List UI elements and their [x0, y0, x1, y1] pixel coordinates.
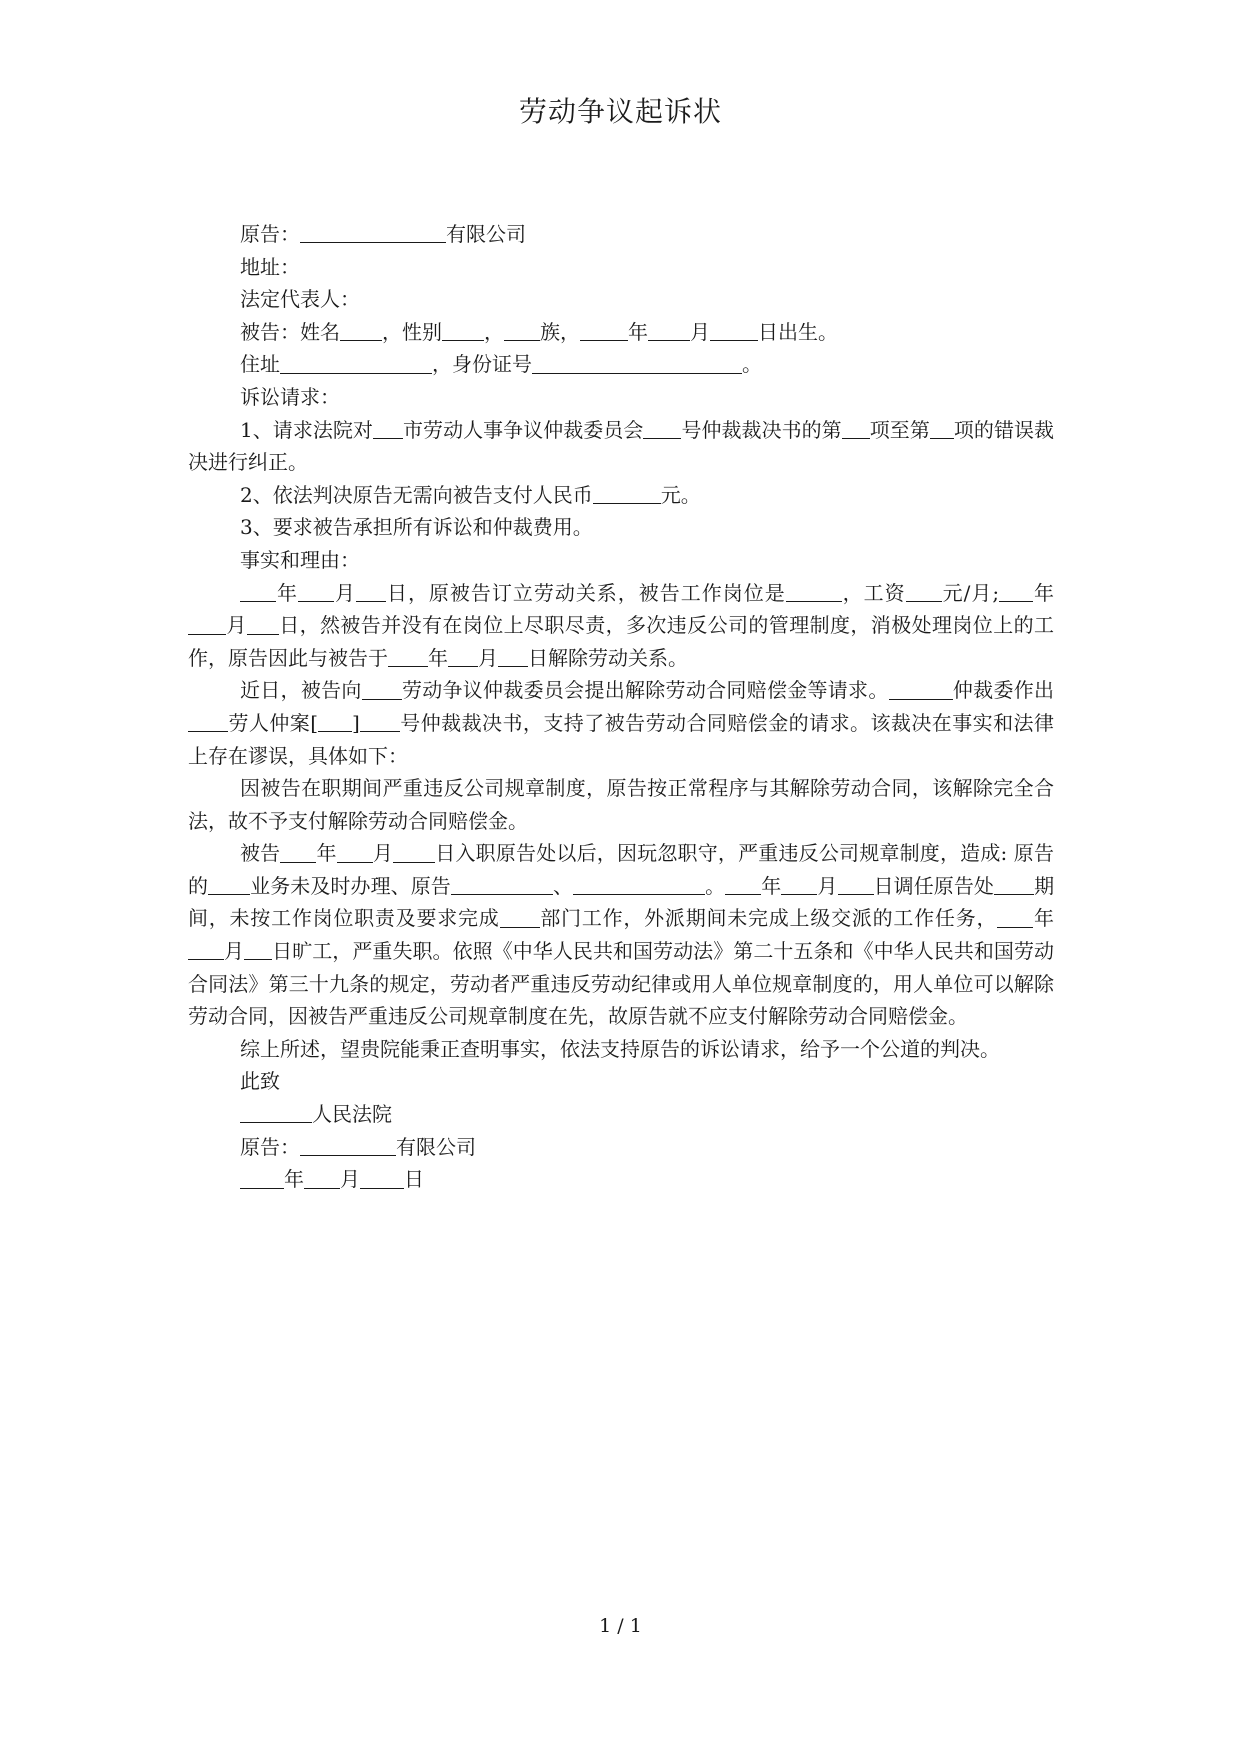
- text: 年: [284, 1167, 304, 1192]
- id-label: ，身份证号: [432, 352, 532, 377]
- defendant-gender-label: ，性别: [382, 319, 442, 344]
- claim-text: 市劳动人事争议仲裁委员会: [402, 417, 644, 442]
- text: 日旷工，严重失职。依照《中华人民共和国劳动法》第二十五条和《中华人民共和国劳动合同法》第三十九条的规定，劳动者严重违反劳动纪律或用人单位规章制度的，用人单位可以解除劳动合同，因被告严重违反公司规章制度在先，故原告就不应支付解除劳动合同赔偿金。: [188, 939, 1055, 1029]
- blank: [298, 582, 334, 602]
- claim-1: [188, 414, 1054, 479]
- blank: [300, 1136, 396, 1156]
- text: 年: [276, 580, 298, 605]
- blank: [532, 354, 742, 374]
- blank: [580, 321, 628, 341]
- court-line: [188, 1098, 1054, 1131]
- claim-text: 2、依法判决原告无需向被告支付人民币: [240, 482, 593, 507]
- blank: [997, 908, 1033, 928]
- text: 年: [1033, 906, 1055, 931]
- blank: [999, 582, 1033, 602]
- text: 日调任原告处: [873, 873, 994, 898]
- blank: [504, 321, 540, 341]
- claim-2: [188, 479, 1054, 512]
- blank: [889, 680, 953, 700]
- blank: [318, 712, 352, 732]
- text: 年: [761, 873, 782, 898]
- text: 月: [817, 873, 838, 898]
- blank: [340, 321, 382, 341]
- text: 近日，被告向: [240, 678, 362, 703]
- text: ]: [352, 710, 360, 735]
- born-label: 日出生。: [758, 319, 838, 344]
- page-number: 1 / 1: [599, 1615, 642, 1637]
- text: 日: [404, 1167, 424, 1192]
- year-label: 年: [628, 319, 648, 344]
- text: 月: [226, 613, 247, 638]
- claim-text: 号仲裁裁决书的第: [681, 417, 842, 442]
- blank: [994, 875, 1034, 895]
- blank: [280, 354, 432, 374]
- text: 年: [316, 841, 337, 866]
- text: 、: [552, 873, 574, 898]
- text: 号仲裁裁决书，支持了被告劳动合同赔偿金的请求。该裁决在事实和法律上存在谬误，具体如下：: [188, 710, 1054, 768]
- blank: [280, 843, 316, 863]
- blank: [930, 419, 954, 439]
- document-title: 劳动争议起诉状: [518, 95, 722, 128]
- text: 年: [1033, 580, 1055, 605]
- text: 部门工作，外派期间未完成上级交派的工作任务，: [539, 906, 998, 931]
- text: 月: [333, 580, 356, 605]
- blank: [593, 484, 661, 504]
- facts-paragraph-4: [188, 837, 1054, 1033]
- plaintiff-suffix: 有限公司: [396, 1134, 476, 1159]
- blank: [710, 321, 758, 341]
- address-line: 地址：: [240, 254, 300, 279]
- blank: [304, 1169, 340, 1189]
- blank: [786, 582, 842, 602]
- text: 元/月;: [941, 580, 1000, 605]
- text: 。: [705, 873, 726, 898]
- blank: [240, 1103, 312, 1123]
- claim-text: 元。: [660, 482, 701, 507]
- blank: [244, 940, 272, 960]
- claim-3: 3、要求被告承担所有诉讼和仲裁费用。: [240, 515, 593, 540]
- facts-heading: 事实和理由：: [240, 547, 360, 572]
- blank: [300, 223, 446, 243]
- text: 年: [428, 645, 448, 670]
- signature-line: [188, 1131, 1054, 1164]
- month-label: 月: [690, 319, 710, 344]
- text: 月: [372, 841, 394, 866]
- text: 日入职原告处以后，因玩忽职守，严重违反公司规章制度，造成: 原告的: [188, 841, 1054, 898]
- period: 。: [742, 352, 762, 377]
- claim-text: 项的错误裁决进行纠正。: [188, 417, 1055, 475]
- blank: [337, 843, 373, 863]
- facts-paragraph-2: [188, 674, 1054, 772]
- document-body: [188, 218, 1054, 1196]
- blank: [247, 615, 279, 635]
- blank: [360, 712, 400, 732]
- blank: [498, 647, 528, 667]
- blank: [643, 419, 681, 439]
- blank: [648, 321, 690, 341]
- blank: [842, 419, 870, 439]
- text: 月: [340, 1167, 360, 1192]
- legal-rep-line: 法定代表人：: [240, 287, 360, 312]
- blank: [208, 875, 250, 895]
- facts-paragraph-5: 综上所述，望贵院能秉正查明事实，依法支持原告的诉讼请求，给予一个公道的判决。: [240, 1036, 1000, 1061]
- blank: [188, 712, 228, 732]
- blank: [448, 647, 478, 667]
- text: 月: [224, 939, 245, 964]
- defendant-line: 被告：姓名 ，性别 ， 族， 年 月 日出生。: [240, 319, 838, 344]
- text: 劳动争议仲裁委员会提出解除劳动合同赔偿金等请求。: [401, 678, 889, 703]
- salutation: 此致: [240, 1069, 280, 1094]
- text: 业务未及时办理、原告: [250, 873, 451, 898]
- blank: [906, 582, 942, 602]
- blank: [373, 419, 403, 439]
- blank: [362, 680, 402, 700]
- text: 日，然被告并没有在岗位上尽职尽责，多次违反公司的管理制度，消极处理岗位上的工作，原告因此与被告于: [188, 613, 1055, 670]
- blank: [442, 321, 484, 341]
- claim-text: 项至第: [869, 417, 930, 442]
- blank: [188, 940, 224, 960]
- plaintiff-suffix: 有限公司: [446, 222, 526, 246]
- plaintiff-label: 原告：: [240, 1134, 300, 1159]
- plaintiff-line: [188, 218, 1054, 251]
- defendant-ethnic-label: 族，: [540, 319, 580, 344]
- text: 被告: [240, 841, 281, 866]
- blank: [573, 875, 705, 895]
- blank: [725, 875, 761, 895]
- facts-paragraph-3: 因被告在职期间严重违反公司规章制度，原告按正常程序与其解除劳动合同，该解除完全合法，故不予支付解除劳动合同赔偿金。: [188, 776, 1054, 833]
- blank: [240, 582, 276, 602]
- text: 仲裁委作出: [952, 678, 1055, 703]
- text: 日解除劳动关系。: [528, 645, 688, 670]
- blank: [393, 843, 435, 863]
- text: 日，原被告订立劳动关系，被告工作岗位是: [385, 580, 786, 605]
- text: 月: [478, 645, 498, 670]
- text: 期间，未按工作岗位职责及要求完成: [188, 873, 1055, 931]
- blank: [240, 1169, 284, 1189]
- plaintiff-label: 原告：: [240, 222, 300, 246]
- blank: [360, 1169, 404, 1189]
- blank: [781, 875, 817, 895]
- text: 劳人仲案[: [228, 710, 319, 735]
- blank: [188, 615, 226, 635]
- residence-label: 住址: [240, 352, 280, 377]
- claims-heading: 诉讼请求：: [240, 384, 340, 409]
- residence-line: [188, 348, 1054, 381]
- facts-paragraph-1: [188, 577, 1054, 675]
- text: ，工资: [841, 580, 906, 605]
- blank: [356, 582, 386, 602]
- date-line: [188, 1163, 1054, 1196]
- blank: [388, 647, 428, 667]
- claim-text: 1、请求法院对: [240, 417, 373, 442]
- court-label: 人民法院: [312, 1102, 392, 1127]
- blank: [451, 875, 553, 895]
- blank: [500, 908, 540, 928]
- blank: [838, 875, 874, 895]
- defendant-label: 被告：姓名: [240, 319, 340, 344]
